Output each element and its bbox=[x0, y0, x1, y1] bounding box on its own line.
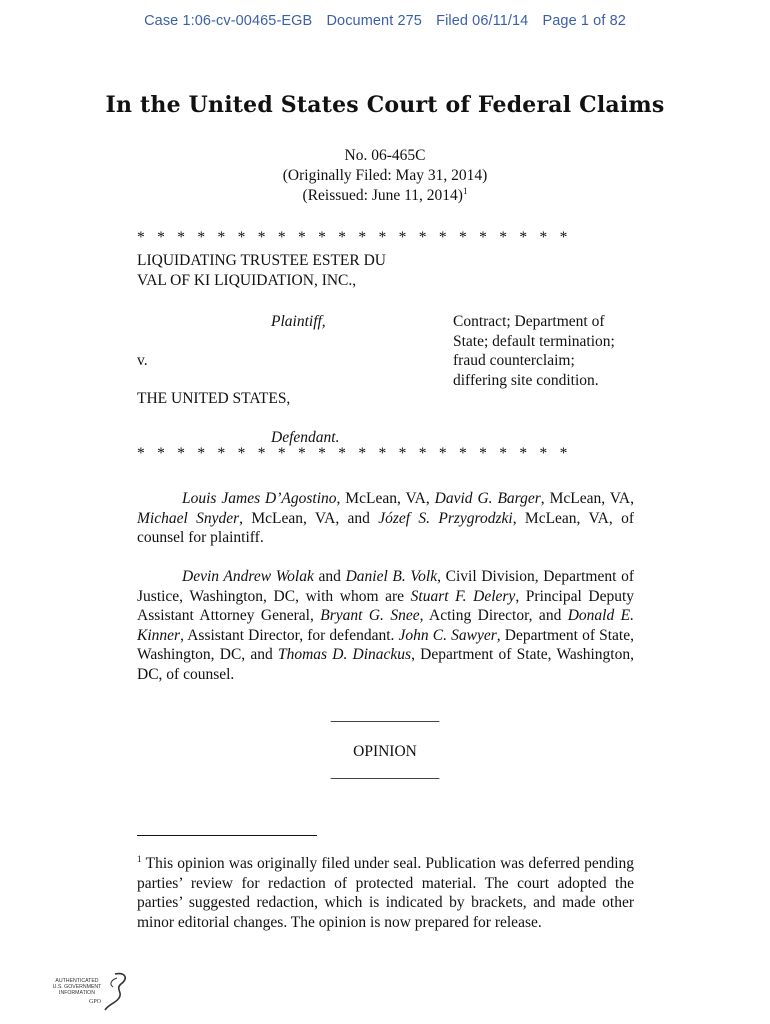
segment: , McLean, VA, and bbox=[239, 509, 379, 527]
keyword-line: differing site condition. bbox=[453, 371, 599, 389]
counsel-defendant bbox=[137, 567, 634, 684]
segment: , McLean, VA, bbox=[336, 490, 435, 507]
segment: John C. Sawyer bbox=[398, 626, 497, 644]
footnote-text: This opinion was originally filed under seal. Publication was deferred pending parties’ review for redaction of protected material. The court adopted the parties’ suggested redaction, which is indicated by brackets, and made other minor editorial changes. The opinion is now prepared for release. bbox=[137, 855, 635, 931]
segment: , Assistant Director, for defendant. bbox=[180, 626, 399, 644]
segment: David G. Barger bbox=[434, 490, 541, 507]
reissued-line bbox=[0, 186, 770, 206]
segment: , Acting Director, and bbox=[419, 607, 568, 624]
court-name: In the United States Court of Federal Claims bbox=[105, 92, 665, 118]
counsel-plaintiff bbox=[137, 489, 634, 548]
opinion-title: OPINION bbox=[353, 743, 417, 760]
defendant-role: Defendant. bbox=[271, 429, 340, 446]
docket-number: No. 06-465C bbox=[344, 147, 426, 164]
keyword-line: fraud counterclaim; bbox=[453, 352, 575, 369]
opinion-rule-bottom: ______________ bbox=[330, 764, 440, 781]
plaintiff-name-line1: LIQUIDATING TRUSTEE ESTER DU bbox=[137, 252, 386, 269]
filed-date: Filed 06/11/14 bbox=[436, 13, 529, 29]
opinion-rule-top: ______________ bbox=[330, 707, 440, 724]
segment: Donald E. Kinner bbox=[137, 607, 634, 644]
versus: v. bbox=[137, 352, 148, 369]
segment: Daniel B. Volk bbox=[345, 568, 438, 585]
keyword-line: State; default termination; bbox=[453, 332, 615, 350]
segment: , Principal Deputy Assistant Attorney General, bbox=[137, 587, 635, 624]
segment: Thomas D. Dinackus bbox=[277, 646, 412, 663]
originally-filed: (Originally Filed: May 31, 2014) bbox=[282, 167, 488, 184]
segment: Louis James D’Agostino bbox=[182, 490, 337, 507]
segment: , McLean, VA, of counsel for plaintiff. bbox=[137, 509, 634, 546]
segment: , McLean, VA, bbox=[540, 490, 634, 507]
plaintiff-name-line2: VAL OF KI LIQUIDATION, INC., bbox=[137, 272, 357, 289]
reissued-date: (Reissued: June 11, 2014) bbox=[302, 187, 463, 204]
filing-header bbox=[0, 13, 770, 29]
gpo-logo-line3: INFORMATION bbox=[59, 990, 95, 996]
segment: Bryant G. Snee bbox=[320, 607, 420, 624]
eagle-wing-icon bbox=[111, 978, 117, 987]
segment: , Civil Division, Department of Justice, Washington, DC, with whom are bbox=[137, 568, 634, 605]
segment: , Department of State, Washington, DC, of counsel. bbox=[137, 646, 634, 683]
segment: and bbox=[313, 568, 346, 585]
gpo-logo-mark: GPO bbox=[88, 999, 102, 1005]
footnote bbox=[137, 854, 634, 932]
defendant-name: THE UNITED STATES, bbox=[137, 390, 291, 407]
case-number: Case 1:06-cv-00465-EGB bbox=[144, 13, 313, 29]
gpo-logo-line2: U.S. GOVERNMENT bbox=[52, 984, 102, 990]
plaintiff-role: Plaintiff, bbox=[271, 313, 326, 330]
segment: Michael Snyder bbox=[137, 509, 240, 527]
gpo-authentication-logo bbox=[45, 970, 140, 1015]
gpo-logo-line1: AUTHENTICATED bbox=[55, 978, 99, 984]
caption-stars-top: * * * * * * * * * * * * * * * * * * * * * * bbox=[137, 229, 572, 246]
footnote-divider bbox=[137, 835, 317, 836]
page-indicator: Page 1 of 82 bbox=[542, 13, 626, 29]
segment: Józef S. Przygrodzki bbox=[378, 509, 513, 527]
segment: Devin Andrew Wolak bbox=[182, 568, 314, 585]
footnote-mark: 1 bbox=[137, 853, 142, 864]
keywords bbox=[453, 312, 653, 390]
footnote-ref: 1 bbox=[462, 185, 468, 196]
segment: Stuart F. Delery bbox=[410, 587, 516, 605]
segment: , Department of State, Washington, DC, and bbox=[137, 626, 634, 663]
keyword-line: Contract; Department of bbox=[453, 313, 605, 330]
document-number: Document 275 bbox=[326, 13, 422, 29]
caption-stars-bottom: * * * * * * * * * * * * * * * * * * * * * * bbox=[137, 445, 572, 462]
